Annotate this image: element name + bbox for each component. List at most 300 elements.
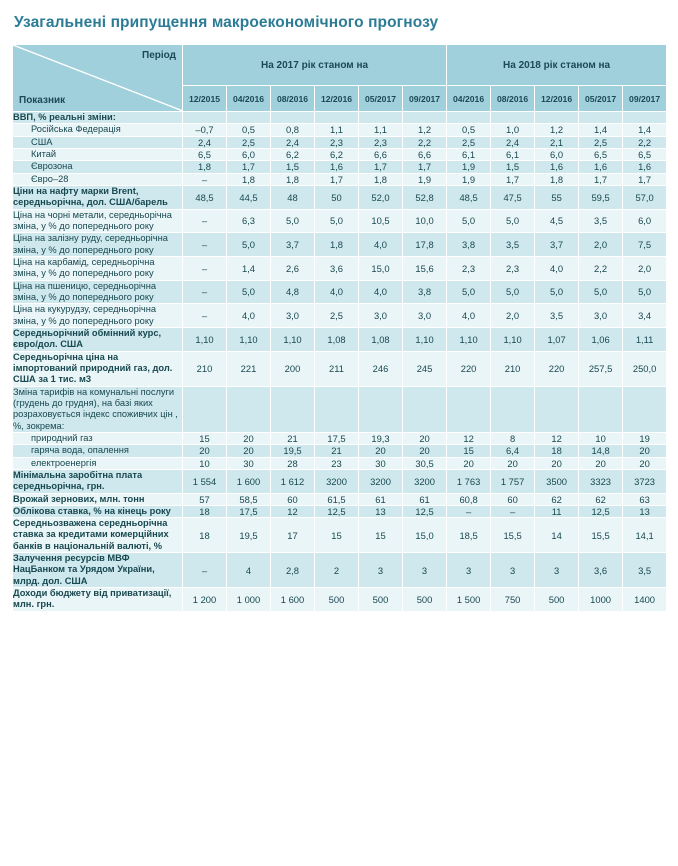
- row-label: Середньорічна ціна на імпортований природний газ, дол. США за 1 тис. м3: [13, 351, 183, 386]
- cell-value: 18: [183, 505, 227, 517]
- cell-value: 3200: [359, 469, 403, 493]
- cell-value: [579, 386, 623, 432]
- cell-value: 60,8: [447, 493, 491, 505]
- cell-value: [623, 112, 667, 124]
- cell-value: 2,2: [403, 136, 447, 148]
- cell-value: 52,0: [359, 185, 403, 209]
- cell-value: 2,2: [579, 256, 623, 280]
- cell-value: 1,2: [535, 124, 579, 136]
- cell-value: 4,8: [271, 280, 315, 304]
- cell-value: 1,07: [535, 327, 579, 351]
- cell-value: 3,0: [359, 304, 403, 328]
- cell-value: 3,5: [623, 553, 667, 588]
- cell-value: 15,5: [579, 518, 623, 553]
- cell-value: 13: [623, 505, 667, 517]
- row-label: електроенергія: [13, 457, 183, 469]
- row-label: Ціна на карбамід, середньорічна зміна, у % до попереднього року: [13, 256, 183, 280]
- cell-value: 15,5: [491, 518, 535, 553]
- cell-value: 1 600: [271, 588, 315, 612]
- header-group-2017: На 2017 рік станом на: [183, 45, 447, 86]
- cell-value: [579, 112, 623, 124]
- cell-value: –: [183, 256, 227, 280]
- cell-value: 20: [227, 445, 271, 457]
- cell-value: 1 200: [183, 588, 227, 612]
- cell-value: 1,6: [535, 161, 579, 173]
- cell-value: 1,7: [403, 161, 447, 173]
- cell-value: 57,0: [623, 185, 667, 209]
- cell-value: 3: [447, 553, 491, 588]
- cell-value: 3,5: [579, 209, 623, 233]
- cell-value: 12,5: [403, 505, 447, 517]
- row-label: Мінімальна заробітна плата середньорічна, грн.: [13, 469, 183, 493]
- cell-value: 20: [579, 457, 623, 469]
- cell-value: 1,4: [623, 124, 667, 136]
- cell-value: 221: [227, 351, 271, 386]
- cell-value: 0,5: [447, 124, 491, 136]
- cell-value: 19,5: [271, 445, 315, 457]
- cell-value: 1,10: [491, 327, 535, 351]
- cell-value: [623, 386, 667, 432]
- cell-value: 62: [579, 493, 623, 505]
- cell-value: 1,9: [447, 161, 491, 173]
- macro-assumptions-table: [12, 44, 667, 612]
- cell-value: 1,8: [183, 161, 227, 173]
- cell-value: 246: [359, 351, 403, 386]
- table-row: [13, 161, 667, 173]
- cell-value: 6,0: [227, 148, 271, 160]
- cell-value: 2,3: [491, 256, 535, 280]
- cell-value: [183, 112, 227, 124]
- table-row: [13, 493, 667, 505]
- cell-value: 19,5: [227, 518, 271, 553]
- cell-value: 4,0: [227, 304, 271, 328]
- cell-value: 1,10: [403, 327, 447, 351]
- cell-value: [183, 386, 227, 432]
- cell-value: 30: [227, 457, 271, 469]
- table-row: [13, 233, 667, 257]
- cell-value: 20: [227, 432, 271, 444]
- cell-value: 47,5: [491, 185, 535, 209]
- cell-value: –: [183, 233, 227, 257]
- cell-value: 2,0: [579, 233, 623, 257]
- cell-value: 6,4: [491, 445, 535, 457]
- cell-value: [447, 386, 491, 432]
- cell-value: 20: [623, 445, 667, 457]
- table-row: [13, 173, 667, 185]
- cell-value: 20: [403, 445, 447, 457]
- cell-value: 5,0: [447, 209, 491, 233]
- cell-value: [535, 386, 579, 432]
- header-col-2017-3: 12/2016: [315, 86, 359, 112]
- cell-value: 8: [491, 432, 535, 444]
- cell-value: 1,06: [579, 327, 623, 351]
- row-label: Середньозважена середньорічна ставка за кредитами комерційних банків в національній валюті, %: [13, 518, 183, 553]
- cell-value: 2,3: [359, 136, 403, 148]
- cell-value: 4,5: [535, 209, 579, 233]
- cell-value: 12,5: [315, 505, 359, 517]
- cell-value: 1,1: [359, 124, 403, 136]
- cell-value: 2,8: [271, 553, 315, 588]
- cell-value: 5,0: [535, 280, 579, 304]
- cell-value: 3,0: [403, 304, 447, 328]
- cell-value: 5,0: [315, 209, 359, 233]
- cell-value: 6,5: [579, 148, 623, 160]
- cell-value: 10: [183, 457, 227, 469]
- cell-value: 1,1: [315, 124, 359, 136]
- cell-value: 2,0: [623, 256, 667, 280]
- cell-value: 500: [403, 588, 447, 612]
- table-row: [13, 351, 667, 386]
- cell-value: 1,9: [403, 173, 447, 185]
- cell-value: 15,0: [359, 256, 403, 280]
- row-label: природний газ: [13, 432, 183, 444]
- header-col-2018-4: 09/2017: [623, 86, 667, 112]
- cell-value: 1 757: [491, 469, 535, 493]
- cell-value: –: [183, 553, 227, 588]
- header-col-2017-5: 09/2017: [403, 86, 447, 112]
- header-col-2018-2: 12/2016: [535, 86, 579, 112]
- header-col-2017-0: 12/2015: [183, 86, 227, 112]
- cell-value: 19: [623, 432, 667, 444]
- cell-value: 2,4: [491, 136, 535, 148]
- cell-value: 5,0: [447, 280, 491, 304]
- cell-value: 2,3: [315, 136, 359, 148]
- cell-value: 6,6: [403, 148, 447, 160]
- header-indicator-label: Показник: [19, 95, 66, 106]
- cell-value: –0,7: [183, 124, 227, 136]
- cell-value: 20: [491, 457, 535, 469]
- cell-value: 19,3: [359, 432, 403, 444]
- cell-value: –: [447, 505, 491, 517]
- page-title: Узагальнені припущення макроекономічного прогнозу: [14, 14, 439, 31]
- table-row: [13, 148, 667, 160]
- cell-value: 1,9: [447, 173, 491, 185]
- cell-value: [359, 112, 403, 124]
- header-col-2017-4: 05/2017: [359, 86, 403, 112]
- row-label: Російська Федерація: [13, 124, 183, 136]
- cell-value: 1,0: [491, 124, 535, 136]
- cell-value: 6,2: [271, 148, 315, 160]
- cell-value: 3,7: [271, 233, 315, 257]
- cell-value: 6,1: [447, 148, 491, 160]
- table-row: [13, 112, 667, 124]
- cell-value: 6,2: [315, 148, 359, 160]
- cell-value: 21: [271, 432, 315, 444]
- cell-value: 245: [403, 351, 447, 386]
- cell-value: 15: [447, 445, 491, 457]
- cell-value: 1 554: [183, 469, 227, 493]
- cell-value: 1,8: [315, 233, 359, 257]
- cell-value: 1,10: [183, 327, 227, 351]
- cell-value: 1 500: [447, 588, 491, 612]
- cell-value: 3,4: [623, 304, 667, 328]
- table-row: [13, 124, 667, 136]
- header-col-2017-2: 08/2016: [271, 86, 315, 112]
- cell-value: 23: [315, 457, 359, 469]
- cell-value: 500: [535, 588, 579, 612]
- cell-value: 1,8: [227, 173, 271, 185]
- cell-value: 1400: [623, 588, 667, 612]
- cell-value: 5,0: [491, 209, 535, 233]
- cell-value: 3,5: [491, 233, 535, 257]
- cell-value: 20: [623, 457, 667, 469]
- cell-value: 60: [491, 493, 535, 505]
- cell-value: 2: [315, 553, 359, 588]
- cell-value: 5,0: [271, 209, 315, 233]
- cell-value: 20: [183, 445, 227, 457]
- cell-value: 1,8: [359, 173, 403, 185]
- cell-value: 17: [271, 518, 315, 553]
- table-row: [13, 386, 667, 432]
- cell-value: [491, 386, 535, 432]
- cell-value: 15,0: [403, 518, 447, 553]
- cell-value: 6,3: [227, 209, 271, 233]
- cell-value: 2,2: [623, 136, 667, 148]
- cell-value: [271, 386, 315, 432]
- cell-value: 52,8: [403, 185, 447, 209]
- cell-value: 61,5: [315, 493, 359, 505]
- cell-value: 1,10: [271, 327, 315, 351]
- cell-value: 20: [447, 457, 491, 469]
- row-label: Ціна на залізну руду, середньорічна зміна, у % до попереднього року: [13, 233, 183, 257]
- cell-value: –: [183, 173, 227, 185]
- cell-value: 60: [271, 493, 315, 505]
- cell-value: 5,0: [623, 280, 667, 304]
- cell-value: 3,8: [447, 233, 491, 257]
- cell-value: 48: [271, 185, 315, 209]
- cell-value: 4,0: [447, 304, 491, 328]
- cell-value: 44,5: [227, 185, 271, 209]
- cell-value: 59,5: [579, 185, 623, 209]
- row-label: гаряча вода, опалення: [13, 445, 183, 457]
- row-label: Доходи бюджету від приватизації, млн. грн.: [13, 588, 183, 612]
- cell-value: 28: [271, 457, 315, 469]
- cell-value: 4,0: [359, 280, 403, 304]
- cell-value: 18,5: [447, 518, 491, 553]
- header-col-2018-0: 04/2016: [447, 86, 491, 112]
- cell-value: [403, 386, 447, 432]
- row-label: Єврозона: [13, 161, 183, 173]
- header-col-2017-1: 04/2016: [227, 86, 271, 112]
- cell-value: 10,0: [403, 209, 447, 233]
- cell-value: 2,3: [447, 256, 491, 280]
- cell-value: 48,5: [183, 185, 227, 209]
- table-row: [13, 457, 667, 469]
- cell-value: 13: [359, 505, 403, 517]
- cell-value: [447, 112, 491, 124]
- table-row: [13, 327, 667, 351]
- cell-value: 20: [535, 457, 579, 469]
- cell-value: 61: [403, 493, 447, 505]
- cell-value: 20: [359, 445, 403, 457]
- cell-value: 1,2: [403, 124, 447, 136]
- cell-value: 5,0: [491, 280, 535, 304]
- table-row: [13, 304, 667, 328]
- cell-value: 1,6: [579, 161, 623, 173]
- cell-value: 1,7: [227, 161, 271, 173]
- cell-value: 3: [359, 553, 403, 588]
- cell-value: [227, 112, 271, 124]
- cell-value: 5,0: [227, 280, 271, 304]
- cell-value: 250,0: [623, 351, 667, 386]
- cell-value: 12: [447, 432, 491, 444]
- cell-value: 257,5: [579, 351, 623, 386]
- cell-value: [535, 112, 579, 124]
- cell-value: 211: [315, 351, 359, 386]
- cell-value: 6,6: [359, 148, 403, 160]
- table-row: [13, 256, 667, 280]
- cell-value: 4: [227, 553, 271, 588]
- cell-value: 1,6: [623, 161, 667, 173]
- cell-value: 500: [359, 588, 403, 612]
- cell-value: 220: [447, 351, 491, 386]
- cell-value: 3,6: [579, 553, 623, 588]
- cell-value: –: [183, 280, 227, 304]
- cell-value: 15,6: [403, 256, 447, 280]
- cell-value: 3200: [315, 469, 359, 493]
- cell-value: 2,6: [271, 256, 315, 280]
- cell-value: [359, 386, 403, 432]
- cell-value: 3,5: [535, 304, 579, 328]
- cell-value: 17,8: [403, 233, 447, 257]
- cell-value: 1 612: [271, 469, 315, 493]
- cell-value: 30: [359, 457, 403, 469]
- cell-value: 57: [183, 493, 227, 505]
- cell-value: 61: [359, 493, 403, 505]
- cell-value: 200: [271, 351, 315, 386]
- cell-value: 12: [535, 432, 579, 444]
- cell-value: [403, 112, 447, 124]
- table-row: [13, 553, 667, 588]
- cell-value: 1,5: [271, 161, 315, 173]
- cell-value: 58,5: [227, 493, 271, 505]
- row-label: Ціна на чорні метали, середньорічна зміна, у % до попереднього року: [13, 209, 183, 233]
- cell-value: 5,0: [227, 233, 271, 257]
- cell-value: 210: [183, 351, 227, 386]
- cell-value: 3,7: [535, 233, 579, 257]
- cell-value: 17,5: [227, 505, 271, 517]
- row-label: Ціни на нафту марки Brent, середньорічна, дол. США/барель: [13, 185, 183, 209]
- row-label: Ціна на кукурудзу, середньорічна зміна, у % до попереднього року: [13, 304, 183, 328]
- cell-value: 4,0: [535, 256, 579, 280]
- cell-value: 21: [315, 445, 359, 457]
- cell-value: 15: [183, 432, 227, 444]
- cell-value: 0,8: [271, 124, 315, 136]
- cell-value: 2,5: [447, 136, 491, 148]
- cell-value: 3: [535, 553, 579, 588]
- row-label: Облікова ставка, % на кінець року: [13, 505, 183, 517]
- cell-value: 3: [491, 553, 535, 588]
- cell-value: [491, 112, 535, 124]
- cell-value: 3,8: [403, 280, 447, 304]
- cell-value: 1,7: [491, 173, 535, 185]
- table-row: [13, 588, 667, 612]
- header-col-2018-1: 08/2016: [491, 86, 535, 112]
- cell-value: 3200: [403, 469, 447, 493]
- cell-value: 48,5: [447, 185, 491, 209]
- cell-value: 500: [315, 588, 359, 612]
- cell-value: 3323: [579, 469, 623, 493]
- cell-value: 63: [623, 493, 667, 505]
- cell-value: –: [183, 304, 227, 328]
- row-label: Врожай зернових, млн. тонн: [13, 493, 183, 505]
- row-label: Залучення ресурсів МВФ НацБанком та Урядом України, млрд. дол. США: [13, 553, 183, 588]
- cell-value: 14: [535, 518, 579, 553]
- cell-value: 10,5: [359, 209, 403, 233]
- cell-value: 1,08: [315, 327, 359, 351]
- cell-value: 1,10: [227, 327, 271, 351]
- cell-value: 750: [491, 588, 535, 612]
- cell-value: 6,5: [623, 148, 667, 160]
- cell-value: [315, 112, 359, 124]
- cell-value: 3500: [535, 469, 579, 493]
- table-body: [13, 112, 667, 612]
- cell-value: 2,4: [271, 136, 315, 148]
- cell-value: –: [183, 209, 227, 233]
- table-row: [13, 432, 667, 444]
- cell-value: 62: [535, 493, 579, 505]
- cell-value: 1,8: [535, 173, 579, 185]
- cell-value: 2,5: [227, 136, 271, 148]
- cell-value: 1,6: [315, 161, 359, 173]
- cell-value: 14,8: [579, 445, 623, 457]
- cell-value: 2,5: [315, 304, 359, 328]
- cell-value: 3,0: [271, 304, 315, 328]
- cell-value: 4,0: [315, 280, 359, 304]
- table-header: [13, 45, 667, 112]
- cell-value: 210: [491, 351, 535, 386]
- cell-value: 20: [403, 432, 447, 444]
- table-row: [13, 136, 667, 148]
- row-label: ВВП, % реальні зміни:: [13, 112, 183, 124]
- cell-value: 3723: [623, 469, 667, 493]
- cell-value: 1000: [579, 588, 623, 612]
- cell-value: 6,0: [535, 148, 579, 160]
- cell-value: 4,0: [359, 233, 403, 257]
- cell-value: 1 600: [227, 469, 271, 493]
- table-row: [13, 185, 667, 209]
- cell-value: 3,6: [315, 256, 359, 280]
- cell-value: 30,5: [403, 457, 447, 469]
- table-row: [13, 445, 667, 457]
- cell-value: 55: [535, 185, 579, 209]
- cell-value: 3: [403, 553, 447, 588]
- cell-value: 2,0: [491, 304, 535, 328]
- cell-value: 2,1: [535, 136, 579, 148]
- cell-value: 14,1: [623, 518, 667, 553]
- cell-value: 1,7: [359, 161, 403, 173]
- header-period-label: Період: [142, 50, 176, 61]
- cell-value: –: [491, 505, 535, 517]
- cell-value: 12,5: [579, 505, 623, 517]
- cell-value: 1,10: [447, 327, 491, 351]
- row-label: Зміна тарифів на комунальні послуги (грудень до грудня), на базі яких розраховується індекс споживчих цін , %, зокрема:: [13, 386, 183, 432]
- header-col-2018-3: 05/2017: [579, 86, 623, 112]
- cell-value: 1,11: [623, 327, 667, 351]
- table-row: [13, 469, 667, 493]
- cell-value: 18: [183, 518, 227, 553]
- table-row: [13, 505, 667, 517]
- cell-value: 1,8: [271, 173, 315, 185]
- cell-value: 3,0: [579, 304, 623, 328]
- cell-value: 2,4: [183, 136, 227, 148]
- cell-value: [315, 386, 359, 432]
- cell-value: 17,5: [315, 432, 359, 444]
- cell-value: 220: [535, 351, 579, 386]
- cell-value: 11: [535, 505, 579, 517]
- cell-value: 1,5: [491, 161, 535, 173]
- cell-value: 0,5: [227, 124, 271, 136]
